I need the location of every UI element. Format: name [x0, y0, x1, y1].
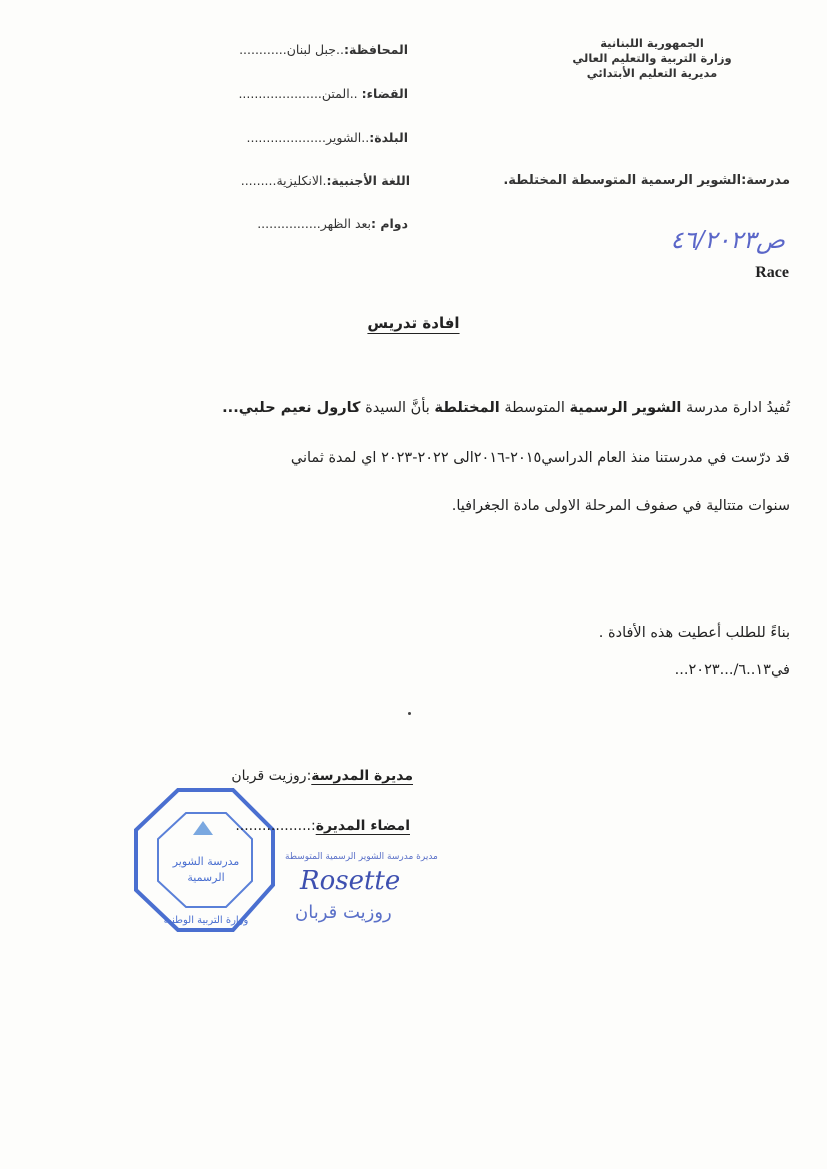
date-line: في١٣..٦/...٢٠٢٣... [674, 662, 790, 678]
stamp-caption: مديرة مدرسة الشوير الرسمية المتوسطة [285, 852, 438, 862]
handwritten-name: روزيت قربان [295, 902, 392, 923]
signature-dots: :................. [235, 818, 316, 834]
director-label: مديرة المدرسة [311, 768, 413, 784]
signature-label: امضاء المديرة [315, 818, 410, 834]
race-label: Race [755, 264, 789, 281]
teacher-name: كارول نعيم حلبي... [222, 400, 361, 416]
closing-line: بناءً للطلب أعطيت هذه الأفادة . [598, 625, 790, 641]
governorate-field [198, 42, 408, 57]
school-name: الشوير الرسمية [569, 400, 682, 416]
director-line [185, 768, 413, 784]
governorate-value: ..جبل لبنان............ [239, 42, 344, 57]
language-value: .الانكليزية......... [240, 173, 327, 188]
town-label: البلدة: [369, 130, 408, 145]
body-line-3: سنوات متتالية في صفوف المرحلة الاولى مادة الجغرافيا. [451, 498, 790, 514]
shift-label: دوام : [371, 216, 408, 231]
school-type: المختلطة [434, 400, 500, 416]
signature-line [180, 818, 410, 834]
body-text: تُفيدُ ادارة مدرسة [681, 400, 790, 416]
stray-dot [408, 712, 411, 715]
svg-text:الرسمية: الرسمية [187, 871, 225, 884]
svg-text:وزارة التربية الوطنية: وزارة التربية الوطنية [163, 915, 249, 926]
ministry-header [572, 36, 732, 81]
body-line-1 [222, 400, 790, 416]
svg-text:مدرسة الشوير: مدرسة الشوير [172, 855, 240, 868]
title-text: افادة تدريس [367, 314, 460, 332]
district-field [190, 86, 408, 101]
language-label: اللغة الأجنبية: [326, 173, 410, 188]
body-text: المتوسطة [499, 400, 570, 416]
body-line-2: قد درّست في مدرستنا منذ العام الدراسي٢٠١٥-٢٠١٦الى ٢٠٢٢-٢٠٢٣ اي لمدة ثماني [290, 450, 790, 466]
district-label: القضاء: [361, 86, 408, 101]
handwritten-signature: Rosette [300, 866, 401, 896]
handwritten-reference: ص٤٦/٢٠٢٣ [670, 226, 785, 254]
header-line-ministry: وزارة التربية والتعليم العالي [572, 51, 732, 65]
school-line: مدرسة:الشوير الرسمية المتوسطة المختلطة. [503, 173, 790, 188]
town-value: ..الشوير.................... [246, 130, 370, 145]
header-line-directorate: مديرية التعليم الأبتدائي [586, 66, 718, 80]
document-title [0, 314, 827, 332]
shift-value: بعد الظهر................ [257, 216, 372, 231]
district-value: ..المتن..................... [238, 86, 362, 101]
language-field [180, 173, 410, 188]
body-text: بأنَّ السيدة [360, 400, 435, 416]
director-name: :روزيت قربان [231, 768, 312, 784]
shift-field [200, 216, 408, 231]
town-field [198, 130, 408, 145]
governorate-label: المحافظة: [343, 42, 408, 57]
header-line-republic: الجمهورية اللبنانية [600, 36, 704, 50]
school-stamp-icon [128, 785, 278, 935]
